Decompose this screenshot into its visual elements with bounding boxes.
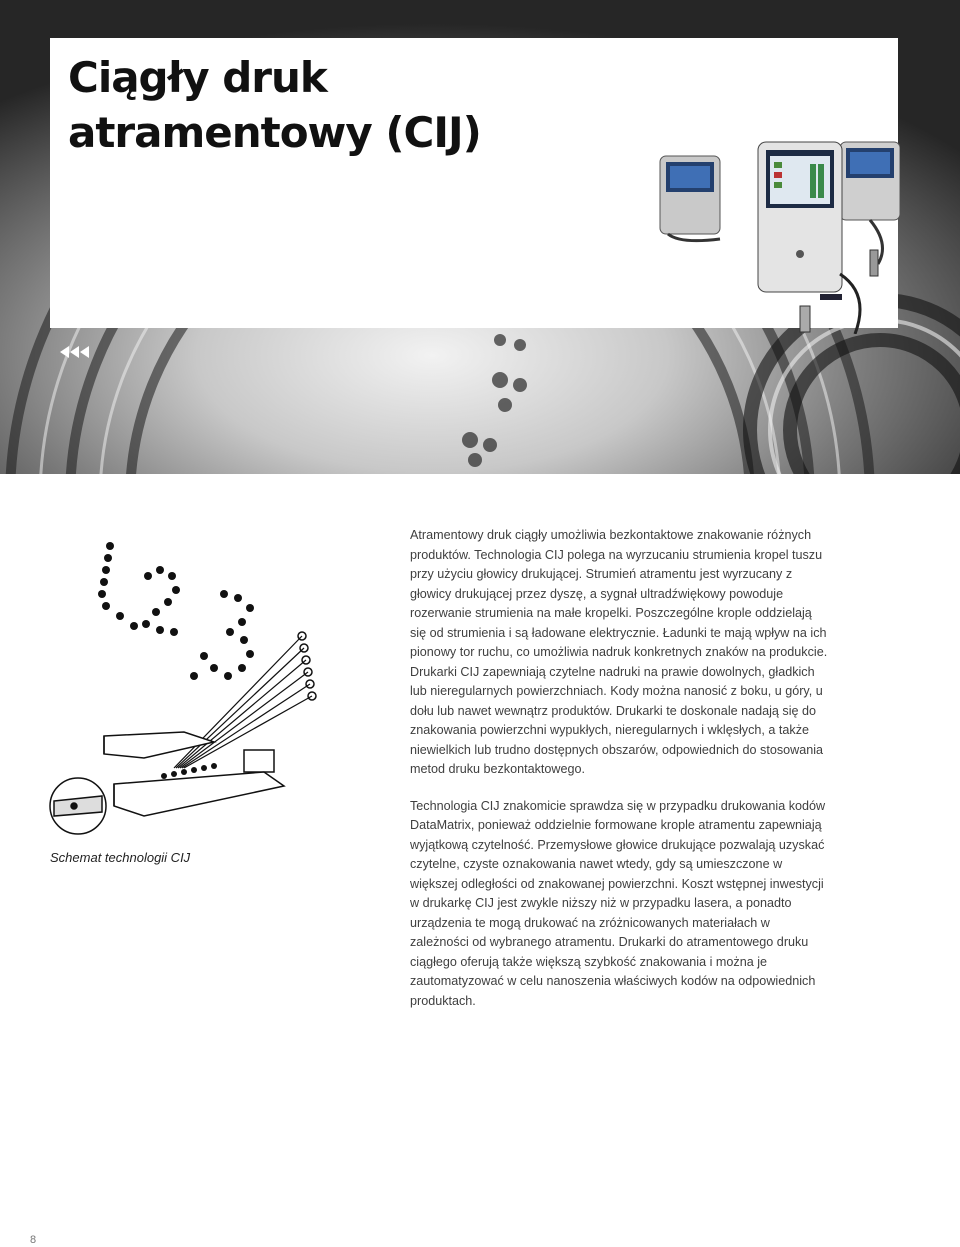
- title-line-1: Ciągły druk: [68, 53, 327, 102]
- print-head: [104, 732, 284, 816]
- paragraph-1: Atramentowy druk ciągły umożliwia bezkontaktowe znakowanie różnych produktów. Technologia CIJ polega na wyrzucaniu strumienia kropel tuszu przy użyciu głowicy drukującej. Strumień atramentu jest wyrzucany z głowicy drukującej przez dyszę, a sygnał ultradźwiękowy powoduje rozerwanie strumienia na małe kropelki. Poszczególne krople oddzielają się od strumienia i są ładowane elektrycznie. Ładunki te mają wpływ na ich pionowy tor ruchu, co umożliwia nadruk konkretnych znaków na produkcie. Drukarki CIJ zapewniają czytelne nadruki na prawie dowolnych, gładkich lub nieregularnych powierzchniach. Kody można nanosić z boku, u góry, u dołu lub nawet wewnątrz produktów. Drukarki te doskonale nadają się do znakowania powierzchni wypukłych, nieregularnych i wklęsłych, a także niewielkich lub trudno dostępnych obszarów, odpowiednich do stosowania metod druku bezkontaktowego.: [410, 528, 828, 776]
- page-title: [68, 50, 548, 160]
- hero-banner: [0, 0, 960, 474]
- printed-dots: [98, 542, 254, 680]
- decorative-arrows-icon: [60, 346, 110, 358]
- nozzle-detail: [50, 778, 106, 834]
- diagram-caption: Schemat technologii CIJ: [50, 850, 191, 865]
- cij-diagram-image: [44, 536, 344, 846]
- body-text: [410, 526, 830, 1028]
- page-number: 8: [30, 1234, 37, 1246]
- drop-trajectories: [174, 636, 312, 768]
- cij-printers-image: [650, 134, 900, 334]
- printer-right: [840, 142, 900, 276]
- paragraph-2: Technologia CIJ znakomicie sprawdza się w przypadku drukowania kodów DataMatrix, ponieważ oddzielnie formowane krople atramentu zapewniają wyjątkową czytelność. Przemysłowe głowice drukujące pozwalają uzyskać czytelne, czyste oznakowania nawet wtedy, gdy są umieszczone w większej odległości od znakowanej powierzchni. Koszt wstępnej inwestycji w drukarkę CIJ jest zwykle niższy niż w przypadku lasera, a ponadto urządzenia te mogą drukować na zróżnicowanych materiałach w zależności od wybranego atramentu. Drukarki do atramentowego druku ciągłego oferują także większą szybkość znakowania i można je zautomatyzować w celu nanoszenia właściwych kodów na odpowiednich produktach.: [410, 798, 826, 1008]
- printer-left: [660, 156, 720, 241]
- title-line-2: atramentowy (CIJ): [68, 108, 481, 157]
- title-card: [50, 38, 898, 328]
